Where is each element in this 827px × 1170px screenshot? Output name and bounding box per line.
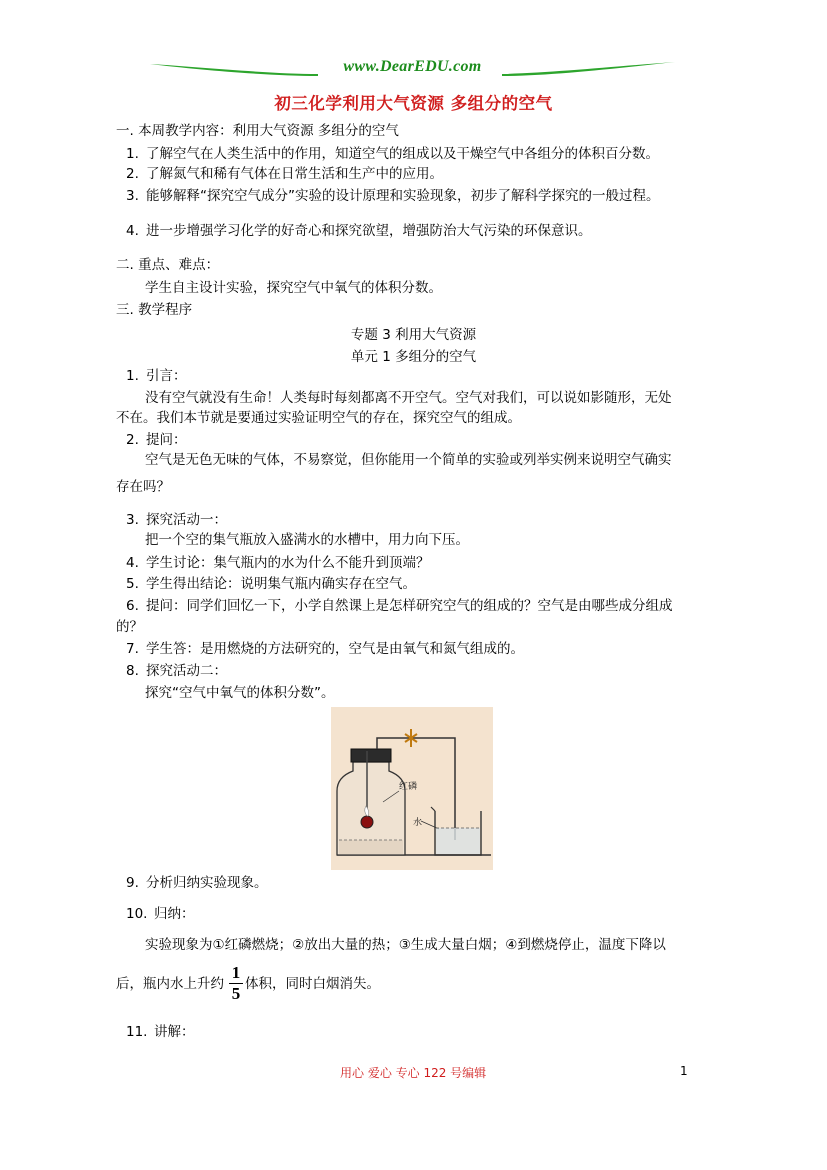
unit-heading: 单元 1 多组分的空气: [350, 349, 477, 365]
step-number: 8.: [126, 663, 139, 679]
step-label: 探究活动二：: [146, 663, 227, 679]
step-number: 6.: [126, 598, 139, 614]
step-number: 7.: [126, 641, 139, 657]
footer-text: 用心 爱心 专心 122 号编辑: [340, 1066, 487, 1080]
step-label: 提问：: [146, 432, 187, 448]
paragraph-line: 空气是无色无味的气体，不易察觉，但你能用一个简单的实验或列举实例来说明空气确实: [145, 452, 672, 468]
paragraph-line: 的？: [116, 619, 143, 635]
list-item: 进一步增强学习化学的好奇心和探究欲望，增强防治大气污染的环保意识。: [146, 223, 592, 239]
step-text: 学生得出结论：说明集气瓶内确实存在空气。: [146, 576, 416, 592]
step-number: 2.: [126, 432, 139, 448]
step-number: 10.: [126, 906, 148, 922]
step-number: 1.: [126, 368, 139, 384]
page-number: 1: [680, 1064, 688, 1078]
list-item: 了解空气在人类生活中的作用，知道空气的组成以及干燥空气中各组分的体积百分数。: [146, 146, 659, 162]
step-label: 讲解：: [154, 1024, 195, 1040]
paragraph-line: 没有空气就没有生命！人类每时每刻都离不开空气。空气对我们，可以说如影随形，无处: [145, 390, 672, 406]
topic-heading: 专题 3 利用大气资源: [350, 327, 477, 343]
paragraph-line: 把一个空的集气瓶放入盛满水的水槽中，用力向下压。: [145, 532, 469, 548]
water-label: 水: [413, 818, 423, 828]
paragraph-line: 体积，同时白烟消失。: [245, 976, 380, 992]
section-1-heading: 一. 本周教学内容：利用大气资源 多组分的空气: [116, 123, 399, 139]
step-label: 引言：: [146, 368, 187, 384]
list-item-number: 3.: [126, 188, 139, 204]
paragraph-line: 存在吗？: [116, 479, 170, 495]
step-number: 9.: [126, 875, 139, 891]
section-3-heading: 三. 教学程序: [116, 302, 193, 318]
step-label: 探究活动一：: [146, 512, 227, 528]
step-number: 3.: [126, 512, 139, 528]
logo-text: www.DearEDU.com: [343, 58, 482, 75]
fraction-denominator: 5: [231, 984, 241, 1003]
paragraph-line: 提问：同学们回忆一下，小学自然课上是怎样研究空气的组成的？空气是由哪些成分组成: [146, 598, 673, 614]
step-text: 分析归纳实验现象。: [146, 875, 268, 891]
phosphorus-label: 红磷: [399, 782, 418, 792]
list-item-number: 1.: [126, 146, 139, 162]
paragraph-line: 不在。我们本节就是要通过实验证明空气的存在，探究空气的组成。: [116, 410, 521, 426]
list-item-number: 4.: [126, 223, 139, 239]
list-item: 了解氮气和稀有气体在日常生活和生产中的应用。: [146, 166, 443, 182]
fraction-numerator: 1: [229, 963, 243, 984]
site-logo: [150, 58, 675, 82]
section-2-heading: 二. 重点、难点：: [116, 257, 220, 273]
paragraph-line: 后，瓶内水上升约: [116, 976, 224, 992]
step-number: 5.: [126, 576, 139, 592]
document-title: 初三化学利用大气资源 多组分的空气: [274, 94, 553, 113]
apparatus-diagram-icon: [331, 707, 493, 870]
step-number: 4.: [126, 555, 139, 571]
step-number: 11.: [126, 1024, 148, 1040]
list-item: 能够解释“探究空气成分”实验的设计原理和实验现象，初步了解科学探究的一般过程。: [146, 188, 660, 204]
experiment-apparatus-figure: [331, 707, 493, 870]
step-text: 学生讨论：集气瓶内的水为什么不能升到顶端？: [146, 555, 430, 571]
paragraph-line: 探究“空气中氧气的体积分数”。: [145, 685, 335, 701]
list-item-number: 2.: [126, 166, 139, 182]
fraction-one-fifth: [229, 963, 243, 1004]
step-text: 学生答：是用燃烧的方法研究的，空气是由氧气和氮气组成的。: [146, 641, 524, 657]
step-label: 归纳：: [154, 906, 195, 922]
paragraph-line: 实验现象为①红磷燃烧；②放出大量的热；③生成大量白烟；④到燃烧停止，温度下降以: [145, 937, 666, 953]
section-2-text: 学生自主设计实验，探究空气中氧气的体积分数。: [145, 280, 442, 296]
